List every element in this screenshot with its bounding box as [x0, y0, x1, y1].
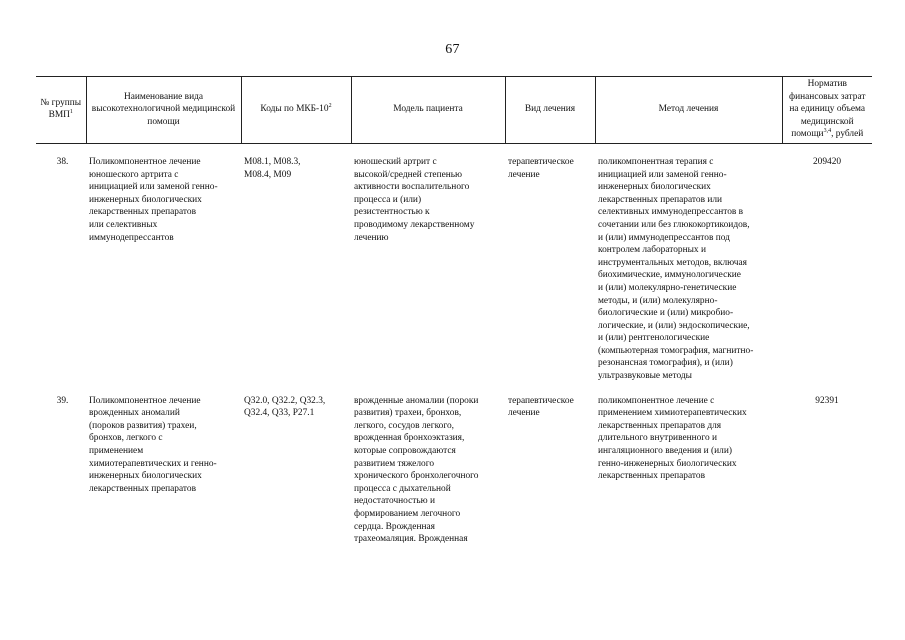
table-row [36, 395, 872, 546]
row-treatment-method: поликомпонентное лечение с применением химиотерапевтических лекарственных препаратов для длительного внутривенного и ингаляционного введения и (или) генно-инженерных биологических лекарственных препаратов [598, 395, 747, 482]
row-treatment-type: терапевтическое лечение [508, 156, 574, 180]
header-codes: Коды по МКБ-$10^2$ [241, 77, 351, 144]
row-icd-codes: Q32.0, Q32.2, Q32.3, Q32.4, Q33, P27.1 [244, 395, 326, 419]
row-number: 38. [56, 156, 69, 167]
vmp-table [36, 76, 872, 546]
row-treatment-type: терапевтическое лечение [508, 395, 574, 419]
page-number: 67 [445, 42, 460, 57]
row-patient-model: юношеский артрит с высокой/средней степенью активности воспалительного процесса и (или) резистентностью к проводимому лекарственному лечению [354, 156, 475, 243]
header-treatment-type: Вид лечения [505, 77, 595, 144]
header-group: № группы ВМП$^1$ [36, 77, 86, 144]
header-model: Модель пациента [351, 77, 505, 144]
header-norm: Норматив финансовых затрат на единицу объема медицинской помощи$^{3,4}$, рублей [782, 77, 872, 144]
table-gap [36, 383, 872, 395]
row-number: 39. [56, 395, 69, 406]
header-method: Метод лечения [595, 77, 782, 144]
header-name: Наименование вида высокотехнологичной медицинской помощи [86, 77, 241, 144]
table-header-row [36, 77, 872, 144]
row-patient-model: врожденные аномалии (пороки развития) трахеи, бронхов, легкого, сосудов легкого, врожденная бронхоэктазия, которые сопровождаются развитием тяжелого хронического бронхолегочного процесса с дыхательной недостаточностью и формированием легочного сердца. Врожденная трахеомаляция. Врожденная [354, 395, 479, 545]
row-icd-codes: M08.1, M08.3, M08.4, M09 [244, 156, 301, 180]
row-norm: 92391 [815, 395, 839, 406]
row-care-name: Поликомпонентное лечение врожденных аномалий (пороков развития) трахеи, бронхов, легкого с применением химиотерапевтических и генно- инженерных биологических лекарственных препаратов [89, 395, 217, 494]
table-spacer [36, 143, 872, 156]
row-norm: 209420 [812, 156, 842, 167]
row-care-name: Поликомпонентное лечение юношеского артрита с инициацией или заменой генно- инженерных биологических лекарственных препаратов или селективных иммунодепрессантов [89, 156, 218, 243]
table-row [36, 156, 872, 383]
row-treatment-method: поликомпонентная терапия с инициацией или заменой генно- инженерных биологических лекарственных препаратов или селективных иммунодепрессантов в сочетании или без глюкокортикоидов, и (или) иммунодепрессантов под контролем лабораторных и инструментальных методов, включая биохимические, иммунологические и (или) молекулярно-генетические методы, и (или) молекулярно- биологические и (или) микробио- логические, и (или) эндоскопические, и (или) рентгенологические (компьютерная томография, магнитно- резонансная томография), и (или) ультразвуковые методы [598, 156, 754, 382]
